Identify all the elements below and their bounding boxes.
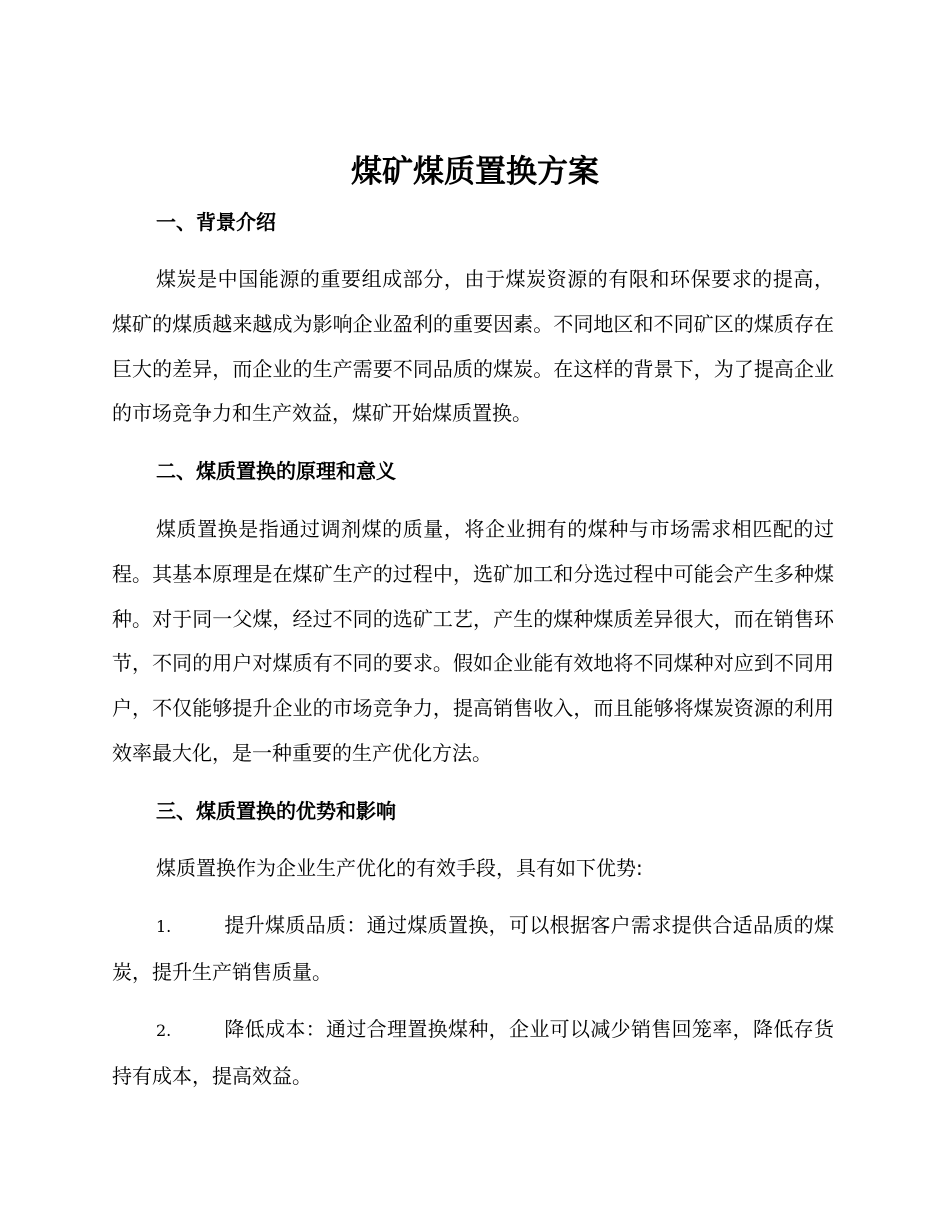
section-heading-principle: 二、煤质置换的原理和意义 bbox=[156, 459, 396, 483]
list-item-number: 1. bbox=[156, 917, 172, 936]
paragraph-advantages-intro: 煤质置换作为企业生产优化的有效手段，具有如下优势: bbox=[156, 856, 643, 880]
section-heading-advantages: 三、煤质置换的优势和影响 bbox=[156, 799, 396, 823]
list-item-text: 提升煤质品质：通过煤质置换，可以根据客户需求提供合适品质的煤炭，提升生产销售质量。 bbox=[112, 913, 834, 984]
section-heading-background: 一、背景介绍 bbox=[156, 210, 276, 234]
list-item bbox=[112, 903, 834, 995]
list-item-number: 2. bbox=[156, 1021, 172, 1040]
list-item bbox=[112, 1007, 834, 1099]
paragraph-background: 煤炭是中国能源的重要组成部分，由于煤炭资源的有限和环保要求的提高，煤矿的煤质越来越成为影响企业盈利的重要因素。不同地区和不同矿区的煤质存在巨大的差异，而企业的生产需要不同品质的煤炭。在这样的背景下，为了提高企业的市场竞争力和生产效益，煤矿开始煤质置换。 bbox=[112, 267, 834, 426]
document-title: 煤矿煤质置换方案 bbox=[351, 154, 599, 190]
paragraph-principle: 煤质置换是指通过调剂煤的质量，将企业拥有的煤种与市场需求相匹配的过程。其基本原理是在煤矿生产的过程中，选矿加工和分选过程中可能会产生多种煤种。对于同一父煤，经过不同的选矿工艺，产生的煤种煤质差异很大，而在销售环节，不同的用户对煤质有不同的要求。假如企业能有效地将不同煤种对应到不同用户，不仅能够提升企业的市场竞争力，提高销售收入，而且能够将煤炭资源的利用效率最大化，是一种重要的生产优化方法。 bbox=[112, 517, 834, 765]
list-item-text: 降低成本：通过合理置换煤种，企业可以减少销售回笼率，降低存货持有成本，提高效益。 bbox=[112, 1017, 834, 1088]
